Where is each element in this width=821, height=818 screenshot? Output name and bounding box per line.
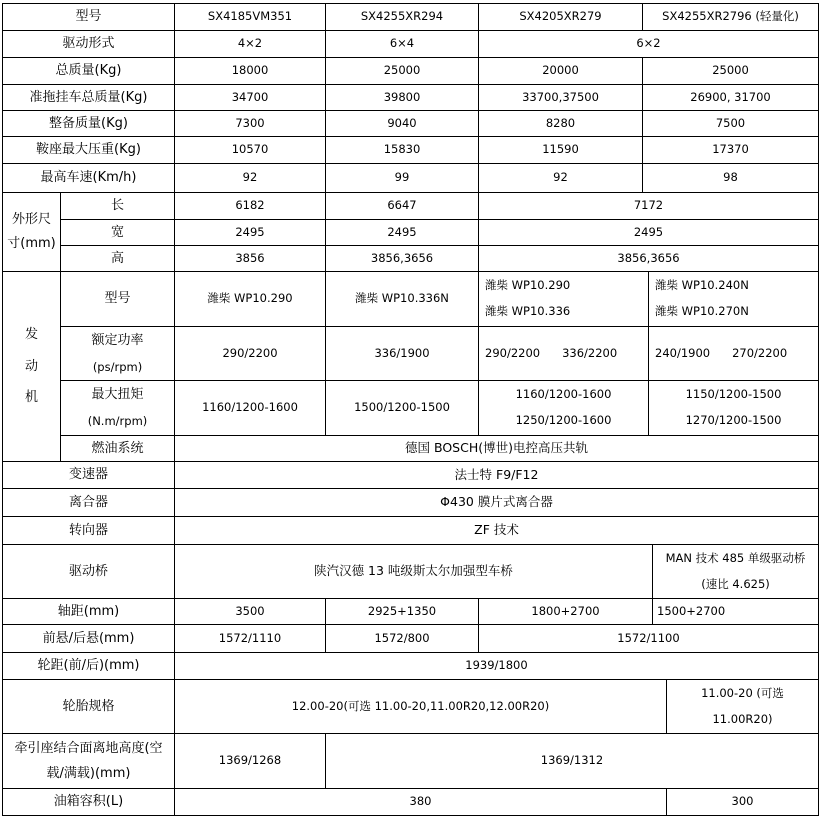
wheelbase-value [326, 599, 479, 625]
cell-value-line: 1250/1200-1600 [515, 413, 612, 427]
cell-value: 290/2200 [222, 345, 278, 360]
cell-value: 8280 [545, 115, 576, 130]
curb-mass-value [175, 111, 326, 137]
cell-value: 26900, 31700 [690, 89, 771, 104]
cell-value: 92 [242, 170, 258, 185]
cell-value: 33700,37500 [522, 89, 599, 104]
cell-value: 7500 [715, 115, 746, 130]
saddle-max-load-value [326, 137, 479, 164]
cell-value: 1369/1312 [540, 753, 604, 768]
track-label [2, 653, 175, 680]
cell-value: 6182 [235, 198, 265, 213]
engine-model-value [175, 272, 326, 327]
trailer-gross-mass-value [175, 85, 326, 111]
cell-value: 3856 [235, 250, 265, 265]
cell-value: 6647 [387, 198, 417, 213]
length-label [61, 193, 175, 220]
cell-value: 2495 [387, 224, 417, 239]
steering-label [2, 517, 175, 545]
cell-value: 34700 [231, 89, 269, 104]
cell-value: 德国 BOSCH(博世)电控高压共轨 [405, 440, 588, 456]
curb-mass-value [643, 111, 819, 137]
cell-value-line: 1160/1200-1600 [515, 387, 612, 402]
cell-value: 20000 [542, 63, 579, 78]
cell-value: 18000 [231, 63, 269, 78]
height-label [61, 246, 175, 272]
header-label [2, 3, 175, 31]
cell-value: 3500 [235, 603, 265, 618]
trailer-gross-mass-value [643, 85, 819, 111]
row-label: 宽 [110, 224, 124, 240]
drive-form-value [479, 31, 819, 58]
overhang-value [479, 625, 819, 653]
tire-alt-value [667, 680, 819, 734]
cell-value: 4×2 [237, 36, 263, 51]
curb-mass-value [479, 111, 643, 137]
drive-axle-alt-value [653, 545, 819, 599]
height-value [479, 246, 819, 272]
group-label-line: 外形尺 [11, 212, 51, 228]
cell-value: 1500+2700 [657, 603, 726, 618]
clutch-label [2, 489, 175, 517]
cell-value: 25000 [712, 63, 749, 78]
curb-mass-value [326, 111, 479, 137]
saddle-max-load-label [2, 137, 175, 164]
row-label: 型号 [104, 291, 131, 307]
row-label: 驱动桥 [68, 563, 108, 579]
cell-value: Φ430 膜片式离合器 [440, 494, 553, 510]
header-model-4 [643, 3, 819, 31]
track-value [175, 653, 819, 680]
row-label: 轮距(前/后)(mm) [37, 658, 140, 674]
fifth-wheel-height-value [326, 734, 819, 789]
row-label: 轴距(mm) [57, 603, 120, 619]
drive-axle-value [175, 545, 653, 599]
gearbox-value [175, 462, 819, 489]
row-label: 最高车速(Km/h) [40, 170, 137, 186]
gross-mass-value [175, 58, 326, 85]
cell-value: 6×4 [389, 36, 415, 51]
tire-value [175, 680, 667, 734]
group-label-char: 机 [24, 390, 38, 406]
gross-mass-value [326, 58, 479, 85]
drive-form-label [2, 31, 175, 58]
cell-value: 290/2200 [485, 345, 541, 360]
width-label [61, 220, 175, 246]
rated-power-label [61, 327, 175, 381]
rated-power-value [649, 327, 819, 381]
cell-value: 10570 [231, 142, 269, 157]
group-label-line: 寸(mm) [7, 236, 56, 251]
group-label-char: 动 [24, 358, 38, 374]
row-label: 离合器 [68, 494, 108, 510]
row-label: 驱动形式 [62, 36, 115, 52]
cell-value: 法士特 F9/F12 [454, 466, 539, 482]
cell-value-line: 1150/1200-1500 [685, 387, 782, 402]
fuel-system-value [175, 436, 819, 462]
cell-value: 7172 [633, 198, 664, 213]
cell-value: 陕汽汉德 13 吨级斯太尔加强型车桥 [314, 563, 513, 579]
fifth-wheel-height-label [2, 734, 175, 789]
overhang-value [326, 625, 479, 653]
steering-value [175, 517, 819, 545]
max-speed-value [326, 164, 479, 193]
fuel-tank-label [2, 789, 175, 816]
cell-value: 1572/800 [374, 630, 430, 645]
header-model-3 [479, 3, 643, 31]
wheelbase-label [2, 599, 175, 625]
height-value [326, 246, 479, 272]
cell-value-line: 1270/1200-1500 [685, 413, 782, 427]
height-value [175, 246, 326, 272]
cell-value: 336/2200 [562, 345, 618, 360]
drive-form-value [175, 31, 326, 58]
row-label-line: (N.m/rpm) [87, 414, 148, 429]
cell-value: 7300 [235, 115, 265, 130]
cell-value: 270/2200 [732, 345, 788, 360]
cell-value: 25000 [383, 63, 421, 78]
cell-value-line: (速比 4.625) [701, 576, 770, 591]
max-torque-value [649, 381, 819, 436]
row-label: 燃油系统 [91, 440, 144, 456]
row-label-line: 最大扭矩 [91, 387, 144, 403]
wheelbase-value [653, 599, 819, 625]
cell-value: 2495 [633, 224, 664, 239]
max-speed-value [643, 164, 819, 193]
max-torque-value [175, 381, 326, 436]
cell-value: 2925+1350 [367, 603, 437, 618]
cell-value: 336/1900 [374, 345, 430, 360]
row-label: 油箱容积(L) [53, 794, 124, 810]
cell-value: 15830 [383, 142, 421, 157]
cell-value: 潍柴 WP10.336N [355, 291, 449, 306]
cell-value-line: 11.00R20) [712, 711, 773, 726]
rated-power-value [479, 327, 649, 381]
cell-value: 17370 [712, 142, 749, 157]
cell-value: 1160/1200-1600 [202, 400, 298, 415]
row-label: 前悬/后悬(mm) [42, 630, 135, 646]
cell-value: 9040 [387, 115, 417, 130]
engine-group-label [2, 272, 61, 462]
row-label: 轮胎规格 [62, 698, 115, 714]
cell-value: 99 [394, 170, 410, 185]
row-label-line: 载/满载)(mm) [46, 765, 131, 781]
row-label: 鞍座最大压重(Kg) [36, 142, 141, 158]
cell-value: 1369/1268 [218, 753, 282, 768]
fuel-tank-value [175, 789, 667, 816]
fifth-wheel-height-value [175, 734, 326, 789]
saddle-max-load-value [643, 137, 819, 164]
rated-power-value [175, 327, 326, 381]
cell-value: 潍柴 WP10.290 [207, 291, 293, 306]
gross-mass-label [2, 58, 175, 85]
model-name: SX4255XR2796 (轻量化) [662, 9, 799, 24]
cell-value: 3856,3656 [370, 250, 434, 265]
group-label-char: 发 [24, 327, 38, 343]
row-label-line: 牵引座结合面离地高度(空 [14, 740, 163, 756]
max-speed-value [175, 164, 326, 193]
cell-value: 1800+2700 [531, 603, 600, 618]
model-name: SX4255XR294 [360, 9, 444, 24]
row-label-line: (ps/rpm) [92, 359, 143, 374]
overhang-label [2, 625, 175, 653]
max-torque-value [479, 381, 649, 436]
max-torque-value [326, 381, 479, 436]
cell-value: 1500/1200-1500 [354, 400, 450, 415]
cell-value-line: 潍柴 WP10.336 [485, 304, 571, 318]
cell-value: 1939/1800 [465, 658, 528, 673]
row-label: 转向器 [68, 522, 108, 538]
cell-value: 11590 [542, 142, 579, 157]
cell-value: 240/1900 [655, 345, 711, 360]
cell-value-line: 潍柴 WP10.290 [485, 278, 571, 293]
drive-form-value [326, 31, 479, 58]
cell-value: 3856,3656 [617, 250, 680, 265]
engine-model-value [326, 272, 479, 327]
length-value [326, 193, 479, 220]
clutch-value [175, 489, 819, 517]
header-label-text: 型号 [75, 9, 102, 25]
cell-value: 1572/1100 [617, 630, 680, 645]
header-model-2 [326, 3, 479, 31]
row-label: 准拖挂车总质量(Kg) [29, 89, 148, 105]
wheelbase-value [479, 599, 653, 625]
cell-value-line: 潍柴 WP10.240N [655, 278, 749, 293]
saddle-max-load-value [479, 137, 643, 164]
cell-value: 98 [723, 170, 738, 185]
cell-value: 12.00-20(可选 11.00-20,11.00R20,12.00R20) [291, 698, 550, 713]
cell-value: 92 [553, 170, 568, 185]
fuel-system-label [61, 436, 175, 462]
dimensions-group-label [2, 193, 61, 272]
rated-power-value [326, 327, 479, 381]
max-torque-label [61, 381, 175, 436]
cell-value-line: MAN 技术 485 单级驱动桥 [665, 550, 806, 565]
cell-value: 39800 [383, 89, 421, 104]
cell-value: 6×2 [636, 36, 661, 51]
row-label: 高 [110, 250, 124, 266]
cell-value: ZF 技术 [474, 522, 519, 538]
gearbox-label [2, 462, 175, 489]
max-speed-label [2, 164, 175, 193]
cell-value: 1572/1110 [218, 630, 282, 645]
row-label: 总质量(Kg) [55, 63, 122, 79]
trailer-gross-mass-value [479, 85, 643, 111]
saddle-max-load-value [175, 137, 326, 164]
overhang-value [175, 625, 326, 653]
width-value [175, 220, 326, 246]
gross-mass-value [643, 58, 819, 85]
row-label: 长 [110, 198, 124, 214]
tire-label [2, 680, 175, 734]
length-value [175, 193, 326, 220]
row-label: 整备质量(Kg) [49, 115, 128, 131]
engine-model-label [61, 272, 175, 327]
curb-mass-label [2, 111, 175, 137]
trailer-gross-mass-value [326, 85, 479, 111]
length-value [479, 193, 819, 220]
engine-model-value [649, 272, 819, 327]
model-name: SX4185VM351 [207, 9, 293, 24]
cell-value-line: 11.00-20 (可选 [701, 685, 784, 700]
header-model-1 [175, 3, 326, 31]
width-value [326, 220, 479, 246]
fuel-tank-value [667, 789, 819, 816]
row-label: 变速器 [68, 467, 108, 483]
width-value [479, 220, 819, 246]
wheelbase-value [175, 599, 326, 625]
cell-value: 2495 [235, 224, 265, 239]
trailer-gross-mass-label [2, 85, 175, 111]
max-speed-value [479, 164, 643, 193]
drive-axle-label [2, 545, 175, 599]
engine-model-value [479, 272, 649, 327]
model-name: SX4205XR279 [519, 9, 602, 24]
cell-value-line: 潍柴 WP10.270N [655, 304, 749, 318]
cell-value: 380 [409, 794, 432, 809]
row-label-line: 额定功率 [91, 332, 144, 348]
gross-mass-value [479, 58, 643, 85]
cell-value: 300 [731, 794, 754, 809]
